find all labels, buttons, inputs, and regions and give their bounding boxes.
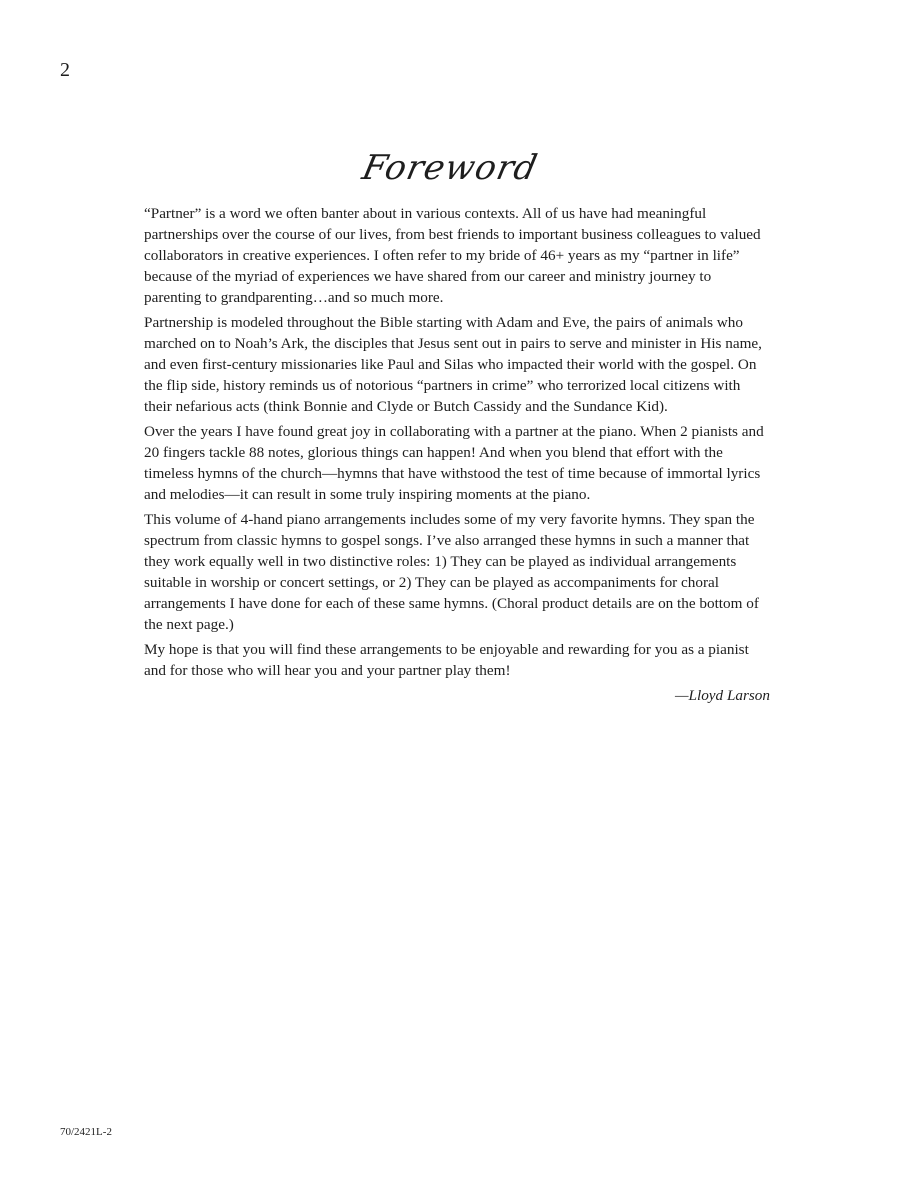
footer-product-code: 70/2421L-2 (60, 1126, 112, 1138)
paragraph-3: Over the years I have found great joy in collaborating with a partner at the piano. When 2 pianists and 20 fingers tackle 88 notes, glorious things can happen! And when you blend that effort with the timeless hymns of the church—hymns that have withstood the test of time because of immortal lyrics and melodies—it can result in some truly inspiring moments at the piano. (144, 423, 764, 503)
page-title: Foreword (358, 148, 542, 188)
paragraph-2: Partnership is modeled throughout the Bible starting with Adam and Eve, the pairs of animals who marched on to Noah’s Ark, the disciples that Jesus sent out in pairs to serve and minister in His name, and even first-century missionaries like Paul and Silas who impacted their world with the gospel. On the flip side, history reminds us of notorious “partners in crime” who terrorized local citizens with their nefarious acts (think Bonnie and Clyde or Butch Cassidy and the Sundance Kid). (144, 314, 762, 415)
paragraph-5: My hope is that you will find these arrangements to be enjoyable and rewarding for you as a pianist and for those who will hear you and your partner play them! (144, 641, 749, 679)
paragraph-1: “Partner” is a word we often banter about in various contexts. All of us have had meaningful partnerships over the course of our lives, from best friends to important business colleagues to valued collaborators in creative experiences. I often refer to my bride of 46+ years as my “partner in life” because of the myriad of experiences we have shared from our career and ministry journey to parenting to grandparenting…and so much more. (144, 205, 761, 306)
author-signature: —Lloyd Larson (675, 687, 770, 704)
page-number: 2 (60, 59, 70, 81)
foreword-body (144, 203, 770, 710)
paragraph-4: This volume of 4-hand piano arrangements includes some of my very favorite hymns. They span the spectrum from classic hymns to gospel songs. I’ve also arranged these hymns in such a manner that they work equally well in two distinctive roles: 1) They can be played as individual arrangements suitable in worship or concert settings, or 2) They can be played as accompaniments for choral arrangements I have done for each of these same hymns. (Choral product details are on the bottom of the next page.) (144, 511, 759, 633)
